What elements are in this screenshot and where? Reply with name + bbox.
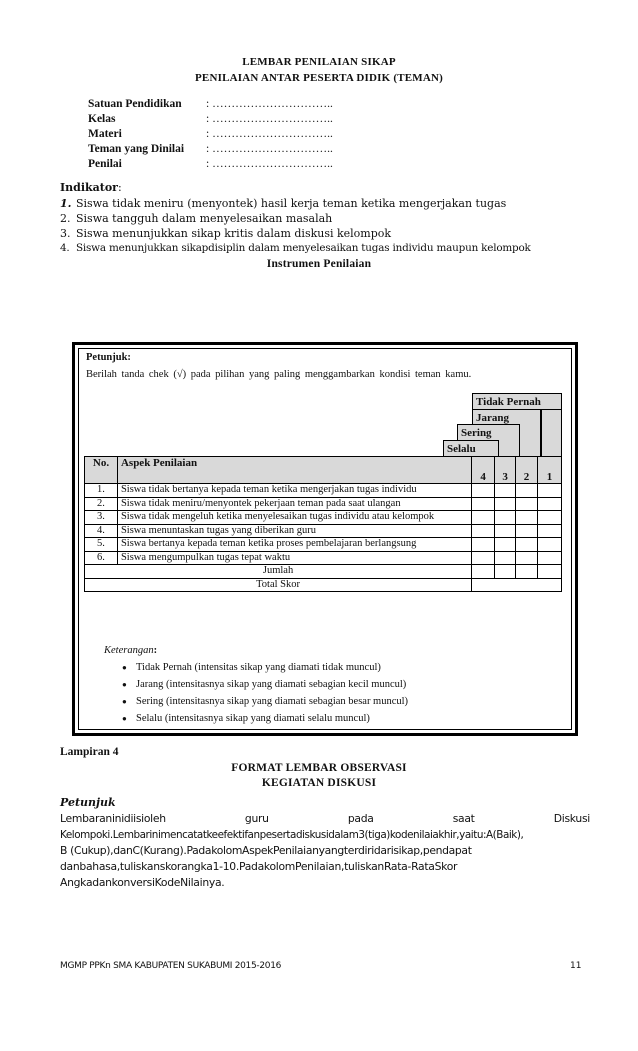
jumlah-label: Jumlah (85, 565, 472, 579)
row-aspek: Siswa mengumpulkan tugas tepat waktu (117, 551, 471, 565)
petunjuk-label: Petunjuk: (86, 352, 131, 363)
page-number: 11 (570, 961, 582, 971)
instrumen-title: Instrumen Penilaian (266, 258, 372, 270)
form-title: LEMBAR PENILAIAN SIKAP (242, 56, 396, 68)
table-row (85, 551, 562, 565)
score-cell[interactable] (538, 524, 562, 538)
footer-left: MGMP PPKn SMA KABUPATEN SUKABUMI 2015-2016 (60, 961, 282, 971)
table-row (85, 497, 562, 511)
keterangan-item: ● Selalu (intensitasnya sikap yang diamati selalu muncul) (136, 713, 370, 724)
score-cell[interactable] (495, 524, 516, 538)
row-no: 6. (85, 551, 118, 565)
keterangan-label: Keterangan: (104, 645, 158, 656)
identity-value: : ………………………….. (206, 98, 333, 110)
row-no: 4. (85, 524, 118, 538)
row-aspek: Siswa menuntaskan tugas yang diberikan guru (117, 524, 471, 538)
total-label: Total Skor (85, 578, 472, 592)
score-cell[interactable] (516, 484, 538, 498)
score-cell[interactable] (516, 565, 538, 579)
score-cell[interactable] (538, 497, 562, 511)
lampiran-label: Lampiran 4 (60, 746, 119, 758)
identity-label: Satuan Pendidikan (88, 98, 182, 110)
score-cell[interactable] (516, 524, 538, 538)
scale-jarang: Jarang (472, 409, 541, 457)
score-cell[interactable] (472, 538, 495, 552)
score-cell[interactable] (472, 511, 495, 525)
scale-selalu: Selalu (443, 440, 499, 457)
total-cell[interactable] (472, 578, 562, 592)
col-no-header: No. (85, 457, 118, 484)
score-cell[interactable] (516, 538, 538, 552)
indikator-item: 1. Siswa tidak meniru (menyontek) hasil kerja teman ketika mengerjakan tugas (60, 197, 507, 210)
keterangan-item: ● Jarang (intensitasnya sikap yang diamati sebagian kecil muncul) (136, 679, 406, 690)
score-cell[interactable] (472, 497, 495, 511)
identity-value: : ………………………….. (206, 158, 333, 170)
indikator-item: 2. Siswa tangguh dalam menyelesaikan masalah (60, 212, 333, 225)
row-aspek: Siswa tidak bertanya kepada teman ketika mengerjakan tugas individu (117, 484, 471, 498)
table-row (85, 524, 562, 538)
score-cell[interactable] (495, 511, 516, 525)
row-aspek: Siswa tidak mengeluh ketika menyelesaikan tugas individu atau kelompok (117, 511, 471, 525)
indikator-item: 3. Siswa menunjukkan sikap kritis dalam diskusi kelompok (60, 227, 392, 240)
indikator-heading: Indikator: (60, 181, 122, 194)
keterangan-item: ● Sering (intensitasnya sikap yang diamati sebagian besar muncul) (136, 696, 408, 707)
keterangan-item: ● Tidak Pernah (intensitas sikap yang diamati tidak muncul) (136, 662, 381, 673)
row-aspek: Siswa bertanya kepada teman ketika proses pembelajaran berlangsung (117, 538, 471, 552)
row-aspek: Siswa tidak meniru/menyontek pekerjaan teman pada saat ulangan (117, 497, 471, 511)
identity-value: : ………………………….. (206, 128, 333, 140)
scale-tidak-pernah: Tidak Pernah (472, 393, 562, 410)
table-row (85, 484, 562, 498)
row-no: 2. (85, 497, 118, 511)
indikator-item: 4. Siswa menunjukkan sikapdisiplin dalam menyelesaikan tugas individu maupun kelompok (60, 242, 531, 254)
score-cell[interactable] (495, 551, 516, 565)
identity-label: Kelas (88, 113, 116, 125)
score-cell[interactable] (495, 497, 516, 511)
score-cell[interactable] (538, 484, 562, 498)
score-cell[interactable] (472, 551, 495, 565)
score-col-header: 1 (538, 457, 562, 484)
score-cell[interactable] (516, 511, 538, 525)
score-cell[interactable] (495, 484, 516, 498)
score-col-header: 4 (472, 457, 495, 484)
identity-label: Materi (88, 128, 122, 140)
score-cell[interactable] (472, 565, 495, 579)
score-cell[interactable] (538, 511, 562, 525)
table-header-row (85, 457, 562, 484)
petunjuk2-label: Petunjuk (60, 796, 116, 809)
score-cell[interactable] (495, 565, 516, 579)
petunjuk2-line: Kelompoki.Lembarinimencatatkeefektifanpesertadiskusidalam3(tiga)kodenilaiakhir,yaitu:A(Baik), (60, 829, 524, 841)
score-col-header: 2 (516, 457, 538, 484)
scale-sering: Sering (457, 424, 520, 457)
petunjuk2-line: Lembaraninidiisioleh guru pada saat Diskusi (60, 812, 590, 825)
scale-tidak-pernah-col (541, 409, 562, 457)
score-cell[interactable] (538, 565, 562, 579)
assessment-table (84, 456, 562, 592)
identity-label: Teman yang Dinilai (88, 143, 185, 155)
score-cell[interactable] (516, 497, 538, 511)
row-no: 3. (85, 511, 118, 525)
score-col-header: 3 (495, 457, 516, 484)
col-aspek-header: Aspek Penilaian (117, 457, 471, 484)
petunjuk-text: Berilah tanda chek (√) pada pilihan yang paling menggambarkan kondisi teman kamu. (86, 369, 472, 380)
jumlah-row (85, 565, 562, 579)
format-subtitle: KEGIATAN DISKUSI (261, 777, 377, 789)
score-cell[interactable] (472, 524, 495, 538)
identity-value: : ………………………….. (206, 143, 333, 155)
table-row (85, 511, 562, 525)
score-cell[interactable] (538, 538, 562, 552)
score-cell[interactable] (495, 538, 516, 552)
row-no: 5. (85, 538, 118, 552)
petunjuk2-line: B (Cukup),danC(Kurang).PadakolomAspekPenilaianyangterdiridarisikap,pendapat (60, 844, 472, 857)
table-row (85, 538, 562, 552)
petunjuk2-line: danbahasa,tuliskanskorangka1-10.PadakolomPenilaian,tuliskanRata-RataSkor (60, 860, 458, 873)
total-row (85, 578, 562, 592)
identity-label: Penilai (88, 158, 122, 170)
form-subtitle: PENILAIAN ANTAR PESERTA DIDIK (TEMAN) (194, 72, 444, 84)
score-cell[interactable] (516, 551, 538, 565)
identity-block (0, 0, 638, 180)
score-cell[interactable] (538, 551, 562, 565)
row-no: 1. (85, 484, 118, 498)
format-title: FORMAT LEMBAR OBSERVASI (231, 762, 407, 774)
identity-value: : ………………………….. (206, 113, 333, 125)
petunjuk2-line: AngkadankonversiKodeNilainya. (60, 876, 225, 889)
score-cell[interactable] (472, 484, 495, 498)
